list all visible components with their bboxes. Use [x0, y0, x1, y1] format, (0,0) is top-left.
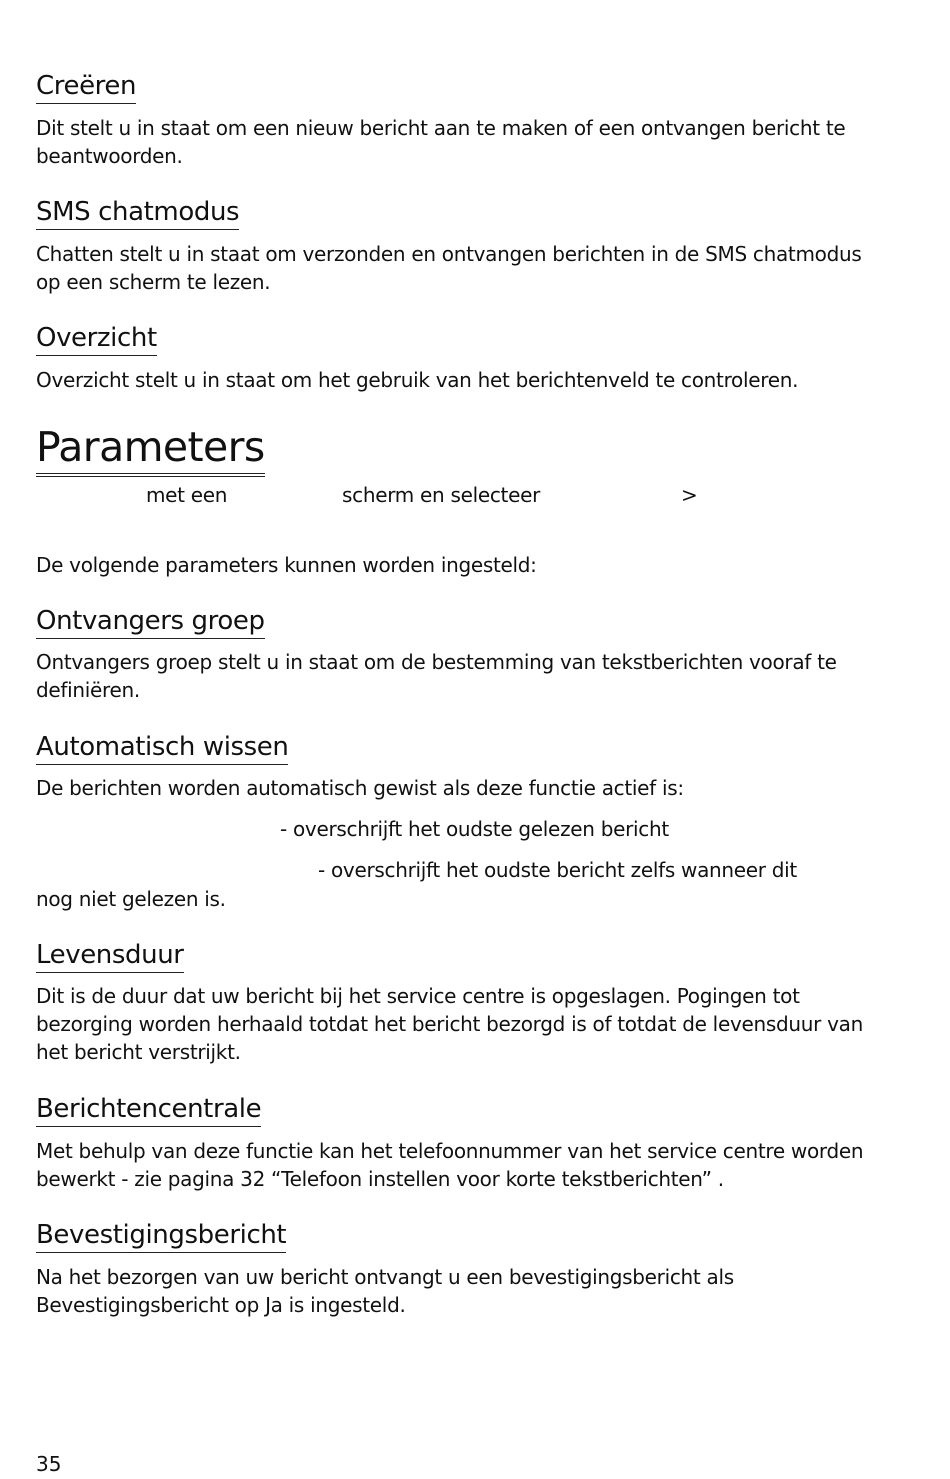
heading-bevestigingsbericht: Bevestigingsbericht [36, 1219, 286, 1253]
instruction-fragment-2: scherm en selecteer [342, 483, 541, 507]
option-overwrite-read: - overschrijft het oudste gelezen bericht [280, 817, 669, 841]
heading-overzicht: Overzicht [36, 322, 157, 356]
paragraph-overzicht: Overzicht stelt u in staat om het gebruik van het berichtenveld te controleren. [36, 368, 799, 392]
heading-automatisch-wissen: Automatisch wissen [36, 731, 288, 765]
paragraph-automatisch-wissen: De berichten worden automatisch gewist als deze functie actief is: [36, 776, 684, 800]
option-overwrite-oldest: - overschrijft het oudste bericht zelfs wanneer dit [318, 858, 797, 882]
paragraph-levensduur: Dit is de duur dat uw bericht bij het service centre is opgeslagen. Pogingen tot bezorging worden herhaald totdat het bericht bezorgd is of totdat de levensduur van het bericht verstrijkt. [36, 984, 863, 1064]
instruction-fragment-1: met een [146, 483, 228, 507]
page-number: 35 [36, 1452, 62, 1476]
paragraph-parameters-intro: De volgende parameters kunnen worden ingesteld: [36, 553, 537, 577]
heading-ontvangers-groep: Ontvangers groep [36, 605, 265, 639]
heading-levensduur: Levensduur [36, 939, 184, 973]
heading-berichtencentrale: Berichtencentrale [36, 1093, 261, 1127]
heading-sms-chatmodus: SMS chatmodus [36, 196, 239, 230]
paragraph-bevestigingsbericht: Na het bezorgen van uw bericht ontvangt u een bevestigingsbericht als Bevestigingsbericht op Ja is ingesteld. [36, 1265, 734, 1317]
option-overwrite-oldest-cont: nog niet gelezen is. [36, 887, 226, 911]
paragraph-sms-chatmodus: Chatten stelt u in staat om verzonden en ontvangen berichten in de SMS chatmodus op een scherm te lezen. [36, 242, 862, 294]
paragraph-ontvangers-groep: Ontvangers groep stelt u in staat om de bestemming van tekstberichten vooraf te definiëren. [36, 650, 837, 702]
heading-parameters: Parameters [36, 422, 265, 477]
paragraph-creeren: Dit stelt u in staat om een nieuw bericht aan te maken of een ontvangen bericht te beantwoorden. [36, 116, 846, 168]
instruction-fragment-3: > [681, 483, 698, 507]
heading-creeren: Creëren [36, 70, 136, 104]
paragraph-berichtencentrale: Met behulp van deze functie kan het telefoonnummer van het service centre worden bewerkt - zie pagina 32 “Telefoon instellen voor korte tekstberichten” . [36, 1139, 864, 1191]
